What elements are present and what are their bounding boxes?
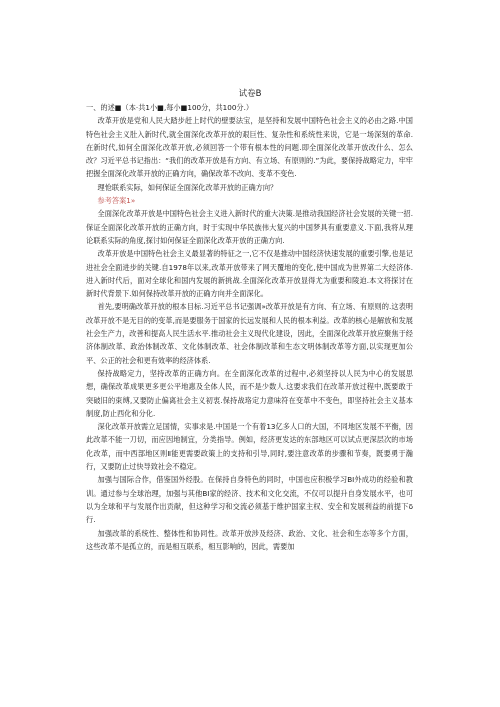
answer-paragraph-4: 保持战略定力，坚持改革的正确方向。在全面深化改革的过程中,必须坚持以人民为中心的发展思想，确保改革成果更多更公平地惠及全体人民，而不是少数人.这要求我们在改革开放过程中,既要敢于突破旧的束缚,又要防止偏离社会主义初衷.保持战珞定力意味符在变革中不变色，即坚持社会主义基本制度,防止西化和分化. [86, 368, 413, 418]
answer-paragraph-1: 全面深化改革开放是中国特色社会主义进入新时代的重大决策.是推动我国经济社会发展的关键一招.保证全面深化改革开放的正确方向，时于实现中华民族伟大复兴的中国梦具有重要意义.下面,我将从理论联系实际的角度,探讨如何保证全面深化改革开放的正确方向. [86, 209, 413, 245]
section-heading: 一、的述■（本·共1小■,每小■100分，共100分.） [86, 103, 254, 112]
question-prompt: 理怆联系实际，如何保证全面深化改革开放的正确方向？ [97, 182, 278, 192]
exam-title: 试卷B [238, 89, 262, 99]
answer-paragraph-7: 加强改革的系统性、整体性和协同性。改革开放涉及经济、政治、文化、社会和生态等多个方面，这些改革不是孤立的，而是相互联系，相互影响的，因此，需要加 [86, 528, 413, 551]
answer-paragraph-5: 深化改革开放需立足国情，实事求是.中国是一个有着13亿多人口的大国，不同地区发展不平衡，因此改革不能一刀切，而应因地制宜，分类指导。例如，经济更发达的东部地区可以试点更深层次的市场化改革，而中西部地区则Ⅱ能更需要政策上的支持和引导,同时,要注意改革的步骤和节奏，既要勇于瀚行，又要防止过快导致社会不稳定。 [86, 422, 413, 472]
question-paragraph: 改革开放是党和人民大踏步赶上时代的壁要法宝，是坚持和发展中国特色社会主义的必由之路.中国特色社会主义肚入新时代,就全面深化改革开放的艰巨性、复杂性和系统性来说，它是一场深刻的革命.在新时代,如何全面深化改革开放,必须回答一个带有根本性的问题.即全面深化改革开放改什么、怎么改？习近平总书记指出：“我们的改革开放是有方向、有立场、有原则的.”为此，要保持战略定力，牢牢把握全面深化改革开放的正确方向，确保改革不改向、变革不变色. [86, 116, 413, 179]
answer-paragraph-6: 加强与国际合作，借鉴国外经股。在保持自身特色的同时，中国也应积极学习BI外成功的经验和教训。通过参与全球治理，加强与其他BI家的经济、技术和文化交流，不仅可以提升自身发展水平，也可以为全球和平与发展作出贡献，但这种学习和交流必须基于维护国家主权、安全和发展利益的前提下δ行. [86, 475, 413, 525]
document-body [86, 101, 413, 553]
answer-label: 参考答案1» [97, 196, 136, 206]
answer-paragraph-2: 改革开放是中国特色社会主义最显著的特征之一,它不仅是推动中国经济快速发展的重要引擎,也是记进社会全面进步的关键.自1978年以来,改革开放带来了网天覆地的变化,使中国成为世界第二大经济体.进入新时代后，面对全球化和国内发展的新挑战.全面深化改革开放显得尤为重要和陵迫.本文将探讨在新时代背景下.如何保持改革开放的正确方向并全面深化。 [86, 249, 413, 299]
answer-paragraph-3: 首先,要明确改革开放的根本目标.习近平总书记强调»改革开放是有方向、有立场、有原则的.这表明改革开放不是无目的的变革,而是要服务于国家的长远发展和人民的根本利益。改革的核心是解放和发展社会生产力，改善和提高人民生活水平.推动社会主义现代化建设，因此，全面深化改革开放应聚焦于经济体制改革、政治体制改革、文化体制改革、社会体制改革和生态文明体制改革等方面,以实现更加公平、公正的社会和更有效率的经济体系. [86, 302, 413, 365]
